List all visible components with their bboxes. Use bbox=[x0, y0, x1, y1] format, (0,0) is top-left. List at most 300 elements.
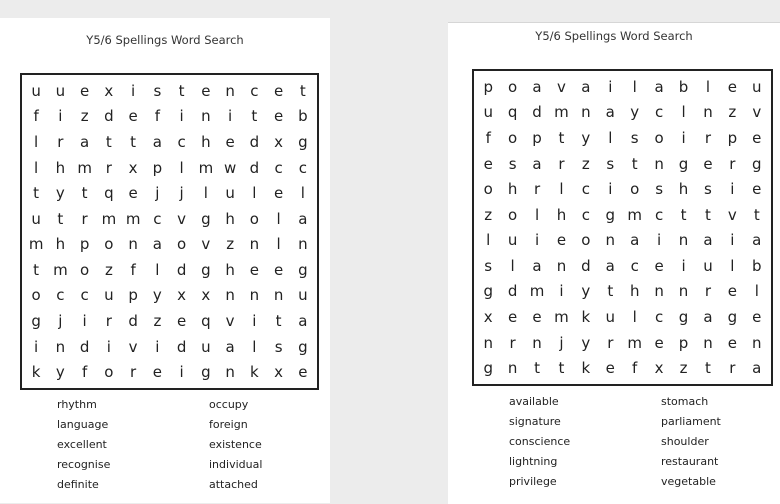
grid-letter: e bbox=[201, 81, 211, 100]
grid-letter: o bbox=[508, 128, 518, 147]
grid-letter: u bbox=[104, 286, 114, 305]
grid-letter: c bbox=[56, 286, 65, 305]
grid-letter: c bbox=[298, 158, 307, 177]
grid-letter: d bbox=[128, 312, 138, 331]
grid-letter: h bbox=[507, 180, 518, 199]
grid-letter: m bbox=[101, 209, 117, 228]
grid-letter: a bbox=[752, 231, 762, 250]
grid-letter: a bbox=[225, 337, 235, 356]
grid-letter: g bbox=[483, 282, 493, 301]
grid-letter: r bbox=[105, 312, 112, 331]
grid-letter: a bbox=[752, 359, 762, 378]
grid-letter: n bbox=[556, 256, 567, 275]
grid-letter: i bbox=[131, 81, 136, 100]
word-list-item: parliament bbox=[661, 415, 721, 428]
grid-letter: f bbox=[485, 128, 491, 147]
grid-letter: z bbox=[581, 154, 590, 173]
grid-letter: m bbox=[125, 209, 141, 228]
grid-letter: t bbox=[130, 132, 137, 151]
grid-letter: f bbox=[81, 363, 88, 382]
grid-letter: o bbox=[654, 128, 664, 147]
grid-letter: n bbox=[249, 286, 260, 305]
grid-letter: p bbox=[128, 286, 138, 305]
grid-letter: v bbox=[727, 205, 737, 224]
grid-letter: e bbox=[703, 154, 713, 173]
grid-letter: s bbox=[655, 180, 664, 199]
grid-letter: e bbox=[80, 81, 90, 100]
word-search-sheet-1 bbox=[0, 18, 330, 503]
grid-letter: l bbox=[300, 184, 305, 203]
grid-letter: c bbox=[153, 209, 162, 228]
grid-letter: n bbox=[273, 286, 284, 305]
word-list-item: stomach bbox=[661, 395, 709, 408]
grid-letter: l bbox=[34, 132, 39, 151]
grid-letter: s bbox=[704, 180, 712, 199]
word-list bbox=[509, 395, 780, 489]
grid-letter: y bbox=[152, 286, 162, 305]
grid-letter: l bbox=[276, 209, 281, 228]
grid-letter: n bbox=[225, 286, 235, 305]
grid-letter: y bbox=[55, 363, 65, 382]
word-list-item: rhythm bbox=[57, 398, 97, 411]
word-list-item: excellent bbox=[57, 438, 107, 451]
grid-letter: f bbox=[33, 107, 39, 126]
grid-letter: h bbox=[55, 158, 66, 177]
grid-letter: a bbox=[605, 256, 615, 275]
grid-letter: u bbox=[31, 209, 41, 228]
grid-letter: r bbox=[729, 359, 736, 378]
grid-letter: t bbox=[299, 81, 306, 100]
grid-letter: a bbox=[532, 77, 542, 96]
grid-letter: z bbox=[679, 359, 688, 378]
grid-letter: o bbox=[508, 205, 518, 224]
sheet-title: Y5/6 Spellings Word Search bbox=[535, 29, 693, 43]
grid-letter: m bbox=[554, 308, 569, 327]
grid-letter: u bbox=[752, 77, 762, 96]
grid-letter: h bbox=[225, 209, 235, 228]
grid-letter: u bbox=[31, 81, 41, 100]
grid-letter: k bbox=[581, 359, 591, 378]
grid-letter: e bbox=[225, 132, 235, 151]
grid-letter: a bbox=[630, 231, 640, 250]
word-list-item: existence bbox=[209, 438, 262, 451]
grid-letter: j bbox=[155, 184, 160, 203]
grid-letter: e bbox=[152, 363, 162, 382]
grid-letter: h bbox=[225, 260, 235, 279]
grid-letter: l bbox=[681, 103, 686, 122]
grid-letter: g bbox=[605, 205, 616, 224]
grid-letter: e bbox=[532, 308, 542, 327]
grid-letter: h bbox=[201, 132, 211, 151]
grid-letter: l bbox=[276, 235, 281, 254]
grid-letter: i bbox=[608, 77, 613, 96]
grid-letter: n bbox=[654, 282, 664, 301]
grid-letter: o bbox=[630, 180, 640, 199]
grid-letter: e bbox=[605, 359, 615, 378]
grid-letter: k bbox=[581, 308, 591, 327]
grid-letter: l bbox=[155, 260, 160, 279]
grid-letter: x bbox=[483, 308, 493, 327]
grid-letter: u bbox=[298, 286, 308, 305]
grid-letter: i bbox=[534, 231, 540, 250]
grid-letter: t bbox=[753, 205, 760, 224]
grid-letter: g bbox=[678, 154, 689, 173]
grid-letter: t bbox=[105, 132, 112, 151]
grid-letter: u bbox=[703, 256, 713, 275]
grid-letter: z bbox=[80, 107, 89, 126]
grid-letter: n bbox=[128, 235, 138, 254]
grid-letter: y bbox=[581, 282, 591, 301]
grid-letter: r bbox=[105, 158, 112, 177]
word-list-item: restaurant bbox=[661, 455, 719, 468]
grid-letter: t bbox=[607, 282, 614, 301]
grid-letter: r bbox=[704, 128, 712, 147]
grid-letter: e bbox=[249, 260, 259, 279]
grid-letter: i bbox=[106, 337, 111, 356]
grid-letter: i bbox=[179, 107, 184, 126]
grid-letter: e bbox=[752, 180, 762, 199]
grid-letter: q bbox=[104, 184, 114, 203]
grid-letter: e bbox=[654, 333, 664, 352]
word-list-item: definite bbox=[57, 478, 99, 491]
grid-letter: l bbox=[632, 308, 637, 327]
grid-letter: e bbox=[274, 81, 284, 100]
grid-letter: p bbox=[678, 333, 689, 352]
word-list bbox=[57, 398, 339, 492]
word-list-item: shoulder bbox=[661, 435, 709, 448]
grid-letter: v bbox=[128, 337, 138, 356]
grid-letter: u bbox=[55, 81, 66, 100]
sheet-title: Y5/6 Spellings Word Search bbox=[86, 33, 244, 47]
grid-letter: x bbox=[128, 158, 138, 177]
grid-letter: s bbox=[153, 81, 162, 100]
grid-letter: e bbox=[556, 231, 567, 250]
grid-letter: l bbox=[632, 77, 637, 96]
grid-letter: g bbox=[727, 308, 738, 327]
grid-letter: u bbox=[201, 337, 211, 356]
grid-letter: r bbox=[509, 333, 516, 352]
grid-letter: t bbox=[534, 359, 540, 378]
grid-letter: e bbox=[274, 107, 284, 126]
grid-letter: t bbox=[558, 128, 565, 147]
grid-letter: o bbox=[581, 231, 591, 250]
grid-letter: o bbox=[104, 235, 114, 254]
grid-letter: c bbox=[581, 180, 590, 199]
grid-letter: n bbox=[581, 103, 591, 122]
grid-letter: n bbox=[249, 235, 260, 254]
grid-letter: t bbox=[251, 107, 258, 126]
grid-letter: g bbox=[298, 337, 308, 356]
grid-letter: s bbox=[630, 128, 639, 147]
grid-letter: c bbox=[177, 132, 186, 151]
grid-letter: g bbox=[752, 154, 762, 173]
word-list-item: conscience bbox=[509, 435, 571, 448]
grid-letter: f bbox=[154, 107, 161, 126]
grid-letter: l bbox=[705, 77, 711, 96]
grid-letter: d bbox=[581, 256, 591, 275]
grid-letter: m bbox=[627, 205, 642, 224]
grid-letter: t bbox=[705, 359, 711, 378]
grid-letter: a bbox=[605, 103, 615, 122]
grid-letter: a bbox=[298, 312, 308, 331]
word-list-item: vegetable bbox=[661, 475, 716, 488]
grid-letter: e bbox=[727, 333, 737, 352]
grid-letter: e bbox=[752, 128, 762, 147]
grid-letter: d bbox=[176, 260, 187, 279]
grid-letter: a bbox=[152, 235, 162, 254]
grid-letter: c bbox=[630, 256, 639, 275]
grid-letter: c bbox=[250, 81, 259, 100]
grid-letter: d bbox=[104, 107, 114, 126]
grid-letter: c bbox=[80, 286, 89, 305]
grid-letter: u bbox=[483, 103, 493, 122]
grid-letter: n bbox=[483, 333, 493, 352]
grid-letter: t bbox=[33, 260, 40, 279]
grid-letter: i bbox=[252, 312, 257, 331]
grid-letter: e bbox=[727, 282, 737, 301]
grid-letter: n bbox=[507, 359, 518, 378]
grid-letter: o bbox=[177, 235, 187, 254]
grid-letter: n bbox=[678, 231, 689, 250]
grid-letter: l bbox=[34, 158, 39, 177]
word-list-item: recognise bbox=[57, 458, 111, 471]
word-list-item: foreign bbox=[209, 418, 248, 431]
word-list-item: lightning bbox=[509, 455, 558, 468]
grid-letter: g bbox=[31, 312, 41, 331]
grid-letter: m bbox=[529, 282, 545, 301]
grid-letter: c bbox=[654, 308, 664, 327]
grid-letter: z bbox=[153, 312, 162, 331]
grid-letter: g bbox=[201, 209, 211, 228]
grid-letter: l bbox=[534, 205, 540, 224]
grid-letter: o bbox=[508, 77, 518, 96]
grid-letter: r bbox=[704, 282, 712, 301]
grid-letter: l bbox=[486, 231, 491, 250]
grid-letter: n bbox=[654, 154, 664, 173]
word-list-item: attached bbox=[209, 478, 258, 491]
grid-letter: n bbox=[752, 333, 762, 352]
grid-letter: t bbox=[33, 184, 40, 203]
grid-letter: g bbox=[298, 132, 308, 151]
grid-letter: h bbox=[629, 282, 640, 301]
grid-letter: v bbox=[557, 77, 566, 96]
grid-letter: e bbox=[274, 184, 284, 203]
grid-letter: t bbox=[631, 154, 638, 173]
grid-letter: v bbox=[201, 235, 211, 254]
grid-letter: z bbox=[484, 205, 493, 224]
grid-letter: l bbox=[203, 184, 208, 203]
grid-letter: a bbox=[654, 77, 664, 96]
grid-letter: i bbox=[681, 256, 686, 275]
grid-letter: u bbox=[225, 184, 235, 203]
grid-letter: x bbox=[177, 286, 187, 305]
word-list-item: privilege bbox=[509, 475, 557, 488]
grid-letter: e bbox=[274, 260, 284, 279]
grid-letter: f bbox=[632, 359, 638, 378]
grid-letter: r bbox=[729, 154, 736, 173]
grid-letter: o bbox=[249, 209, 259, 228]
grid-letter: l bbox=[730, 256, 735, 275]
grid-letter: a bbox=[703, 308, 713, 327]
grid-letter: a bbox=[298, 209, 308, 228]
grid-letter: d bbox=[79, 337, 90, 356]
grid-letter: r bbox=[558, 154, 565, 173]
grid-letter: l bbox=[510, 256, 515, 275]
grid-letter: s bbox=[274, 337, 283, 356]
grid-letter: b bbox=[752, 256, 762, 275]
grid-letter: g bbox=[201, 363, 211, 382]
grid-letter: d bbox=[176, 337, 187, 356]
grid-letter: n bbox=[532, 333, 542, 352]
grid-letter: t bbox=[705, 205, 711, 224]
grid-letter: i bbox=[179, 363, 184, 382]
grid-letter: r bbox=[533, 180, 541, 199]
grid-letter: d bbox=[249, 132, 260, 151]
word-search-sheet-2 bbox=[448, 22, 780, 504]
grid-letter: m bbox=[198, 158, 214, 177]
grid-letter: x bbox=[201, 286, 211, 305]
grid-letter: t bbox=[81, 184, 88, 203]
grid-letter: p bbox=[79, 235, 90, 254]
grid-letter: y bbox=[630, 103, 640, 122]
grid-letter: y bbox=[581, 333, 591, 352]
grid-letter: r bbox=[81, 209, 88, 228]
grid-letter: t bbox=[57, 209, 64, 228]
grid-letter: n bbox=[298, 235, 308, 254]
grid-letter: a bbox=[581, 77, 591, 96]
word-list-item: signature bbox=[509, 415, 561, 428]
grid-letter: n bbox=[605, 231, 616, 250]
grid-letter: i bbox=[608, 180, 613, 199]
grid-letter: b bbox=[678, 77, 689, 96]
grid-letter: t bbox=[558, 359, 565, 378]
grid-letter: q bbox=[201, 312, 211, 331]
grid-letter: g bbox=[298, 260, 308, 279]
grid-letter: o bbox=[31, 286, 41, 305]
grid-letter: i bbox=[155, 337, 160, 356]
grid-letter: n bbox=[225, 363, 235, 382]
grid-letter: l bbox=[252, 337, 257, 356]
grid-letter: k bbox=[31, 363, 41, 382]
grid-letter: i bbox=[58, 107, 63, 126]
grid-letter: c bbox=[654, 103, 664, 122]
grid-letter: n bbox=[55, 337, 66, 356]
grid-letter: e bbox=[298, 363, 308, 382]
grid-letter: c bbox=[654, 205, 664, 224]
grid-letter: d bbox=[507, 282, 518, 301]
word-list-item: individual bbox=[209, 458, 263, 471]
grid-letter: g bbox=[201, 260, 211, 279]
grid-letter: n bbox=[703, 333, 713, 352]
grid-letter: g bbox=[483, 359, 493, 378]
grid-letter: o bbox=[80, 260, 90, 279]
grid-letter: p bbox=[152, 158, 163, 177]
grid-letter: k bbox=[250, 363, 259, 382]
grid-letter: p bbox=[532, 128, 542, 147]
grid-letter: z bbox=[226, 235, 235, 254]
grid-letter: m bbox=[627, 333, 642, 352]
grid-letter: v bbox=[752, 103, 762, 122]
grid-letter: a bbox=[532, 154, 542, 173]
grid-letter: m bbox=[77, 158, 92, 177]
letter-grid bbox=[20, 73, 319, 390]
word-list-item: available bbox=[509, 395, 559, 408]
grid-letter: u bbox=[507, 231, 518, 250]
grid-letter: v bbox=[177, 209, 187, 228]
grid-letter: r bbox=[130, 363, 137, 382]
grid-letter: t bbox=[275, 312, 282, 331]
grid-letter: j bbox=[179, 184, 184, 203]
grid-letter: b bbox=[298, 107, 308, 126]
grid-letter: h bbox=[556, 205, 567, 224]
grid-letter: d bbox=[532, 103, 542, 122]
grid-letter: l bbox=[179, 158, 184, 177]
grid-letter: o bbox=[104, 363, 114, 382]
grid-letter: n bbox=[703, 103, 713, 122]
grid-letter: x bbox=[274, 132, 284, 151]
grid-letter: z bbox=[104, 260, 113, 279]
grid-letter: d bbox=[249, 158, 260, 177]
grid-letter: g bbox=[678, 308, 689, 327]
grid-letter: y bbox=[581, 128, 591, 147]
grid-letter: i bbox=[82, 312, 87, 331]
word-list-item: language bbox=[57, 418, 109, 431]
grid-letter: i bbox=[34, 337, 39, 356]
grid-letter: e bbox=[727, 77, 737, 96]
grid-letter: u bbox=[605, 308, 616, 327]
grid-letter: i bbox=[730, 231, 735, 250]
grid-letter: i bbox=[681, 128, 686, 147]
grid-letter: z bbox=[728, 103, 737, 122]
grid-letter: m bbox=[554, 103, 569, 122]
grid-letter: m bbox=[53, 260, 68, 279]
word-list-item: occupy bbox=[209, 398, 249, 411]
grid-letter: a bbox=[152, 132, 162, 151]
grid-letter: f bbox=[130, 260, 136, 279]
grid-letter: n bbox=[225, 81, 235, 100]
grid-letter: i bbox=[228, 107, 233, 126]
grid-letter: w bbox=[223, 158, 237, 177]
grid-letter: j bbox=[559, 333, 564, 352]
grid-letter: h bbox=[678, 180, 689, 199]
grid-letter: e bbox=[177, 312, 187, 331]
grid-letter: i bbox=[559, 282, 564, 301]
grid-letter: x bbox=[654, 359, 664, 378]
grid-letter: p bbox=[727, 128, 738, 147]
grid-letter: i bbox=[657, 231, 662, 250]
grid-letter: n bbox=[678, 282, 689, 301]
grid-letter: e bbox=[128, 107, 138, 126]
grid-letter: s bbox=[484, 256, 493, 275]
grid-letter: j bbox=[58, 312, 63, 331]
grid-letter: r bbox=[607, 333, 614, 352]
grid-letter: c bbox=[274, 158, 283, 177]
grid-letter: e bbox=[654, 256, 664, 275]
grid-letter: l bbox=[252, 184, 257, 203]
grid-letter: l bbox=[754, 282, 759, 301]
grid-letter: r bbox=[57, 132, 64, 151]
grid-letter: q bbox=[507, 103, 518, 122]
grid-letter: x bbox=[274, 363, 284, 382]
grid-letter: t bbox=[680, 205, 687, 224]
grid-letter: c bbox=[581, 205, 590, 224]
grid-letter: m bbox=[28, 235, 44, 254]
grid-letter: x bbox=[104, 81, 114, 100]
grid-letter: e bbox=[128, 184, 138, 203]
grid-letter: t bbox=[178, 81, 185, 100]
grid-letter: e bbox=[752, 308, 762, 327]
grid-letter: a bbox=[80, 132, 90, 151]
